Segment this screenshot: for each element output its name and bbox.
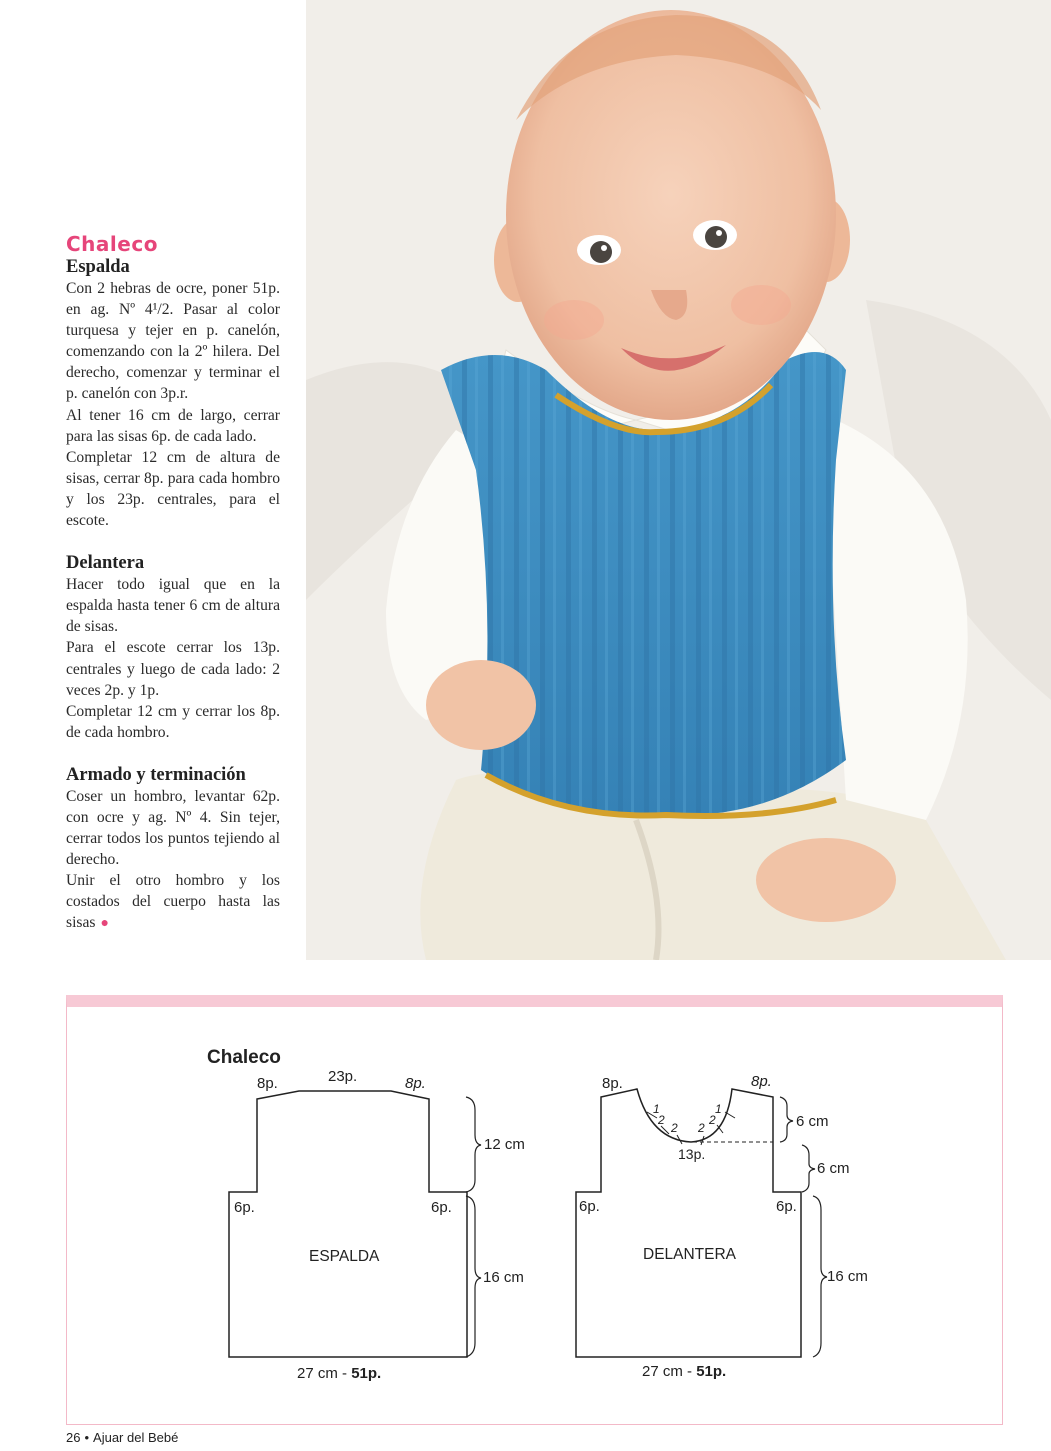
delantera-shoulder-right-label: 8p. bbox=[751, 1073, 772, 1090]
paragraph: Con 2 hebras de ocre, poner 51p. en ag. Nº 4¹/2. Pasar al color turquesa y tejer en p. canelón, comenzando con la 2º hilera. Del derecho, comenzar y terminar el p. canelón con 3p.r. bbox=[66, 280, 280, 403]
espalda-body-bracket bbox=[466, 1196, 481, 1357]
espalda-shoulder-left-label: 8p. bbox=[257, 1075, 278, 1092]
delantera-neck-depth-label: 6 cm bbox=[796, 1113, 829, 1130]
instructions-column bbox=[66, 232, 280, 935]
delantera-label: DELANTERA bbox=[643, 1246, 737, 1263]
page-footer bbox=[66, 1430, 178, 1445]
paragraph bbox=[66, 870, 280, 934]
delantera-neck-label: 13p. bbox=[678, 1146, 706, 1162]
espalda-armhole-right-label: 6p. bbox=[431, 1199, 452, 1216]
delantera-width-p: 51p. bbox=[696, 1363, 727, 1380]
delantera-body-height-label: 16 cm bbox=[827, 1268, 868, 1285]
espalda-pattern-outline bbox=[229, 1091, 467, 1357]
neck-decrease-left-1: 1 bbox=[653, 1102, 660, 1116]
delantera-armhole-bracket bbox=[802, 1145, 815, 1192]
paragraph: Completar 12 cm de altura de sisas, cerrar 8p. para cada hombro y los 23p. centrales, para el escote. bbox=[66, 448, 280, 530]
delantera-width-label bbox=[642, 1363, 726, 1380]
section-heading-armado: Armado y terminación bbox=[66, 764, 246, 785]
paragraph: Para el escote cerrar los 13p. centrales y luego de cada lado: 2 veces 2p. y 1p. bbox=[66, 639, 280, 699]
paragraph: Al tener 16 cm de largo, cerrar para las sisas 6p. de cada lado. bbox=[66, 406, 280, 445]
page-number: 26 bbox=[66, 1430, 81, 1445]
espalda-width-p: 51p. bbox=[351, 1365, 382, 1382]
delantera-armhole-height-label: 6 cm bbox=[817, 1160, 850, 1177]
paragraph: Coser un hombro, levantar 62p. con ocre y ag. Nº 4. Sin tejer, cerrar todos los puntos tejiendo al derecho. bbox=[66, 787, 280, 869]
baby-photo bbox=[306, 0, 1051, 960]
delantera-armhole-right-label: 6p. bbox=[776, 1198, 797, 1215]
end-dot-icon: ● bbox=[100, 916, 109, 932]
espalda-armhole-bracket bbox=[466, 1097, 481, 1192]
espalda-armhole-height-label: 12 cm bbox=[484, 1136, 525, 1153]
neck-decrease-left-3: 2 bbox=[671, 1121, 678, 1135]
baby-photo-icon bbox=[306, 0, 1051, 960]
espalda-width-cm: 27 cm - bbox=[297, 1365, 352, 1382]
footer-bullet: • bbox=[84, 1430, 90, 1445]
espalda-shoulder-right-label: 8p. bbox=[405, 1075, 426, 1092]
schematic-diagram bbox=[67, 1007, 1004, 1437]
neck-decrease-right-1: 2 bbox=[698, 1121, 705, 1135]
section-heading-espalda: Espalda bbox=[66, 257, 130, 277]
schematic-panel bbox=[66, 995, 1003, 1425]
espalda-label: ESPALDA bbox=[309, 1248, 380, 1265]
publication-name: Ajuar del Bebé bbox=[93, 1430, 179, 1445]
schematic-title: Chaleco bbox=[207, 1047, 281, 1068]
espalda-width-label bbox=[297, 1365, 381, 1382]
espalda-neck-label: 23p. bbox=[328, 1068, 358, 1085]
delantera-width-cm: 27 cm - bbox=[642, 1363, 697, 1380]
section-heading-delantera: Delantera bbox=[66, 553, 145, 574]
paragraph: Completar 12 cm y cerrar los 8p. de cada hombro. bbox=[66, 702, 280, 741]
neck-decrease-right-2: 2 bbox=[709, 1113, 716, 1127]
delantera-shoulder-left-label: 8p. bbox=[602, 1075, 623, 1092]
neck-decrease-left-2: 2 bbox=[658, 1113, 665, 1127]
neck-decrease-right-3: 1 bbox=[715, 1102, 722, 1116]
espalda-body-height-label: 16 cm bbox=[483, 1269, 524, 1286]
delantera-body-bracket bbox=[813, 1196, 827, 1357]
delantera-neck-bracket bbox=[780, 1097, 793, 1142]
delantera-armhole-left-label: 6p. bbox=[579, 1198, 600, 1215]
article-title: Chaleco bbox=[66, 232, 158, 256]
espalda-armhole-left-label: 6p. bbox=[234, 1199, 255, 1216]
paragraph-text: Unir el otro hombro y los costados del cuerpo hasta las sisas bbox=[66, 872, 280, 932]
paragraph: Hacer todo igual que en la espalda hasta tener 6 cm de altura de sisas. bbox=[66, 576, 280, 636]
delantera-pattern-outline bbox=[576, 1089, 801, 1357]
